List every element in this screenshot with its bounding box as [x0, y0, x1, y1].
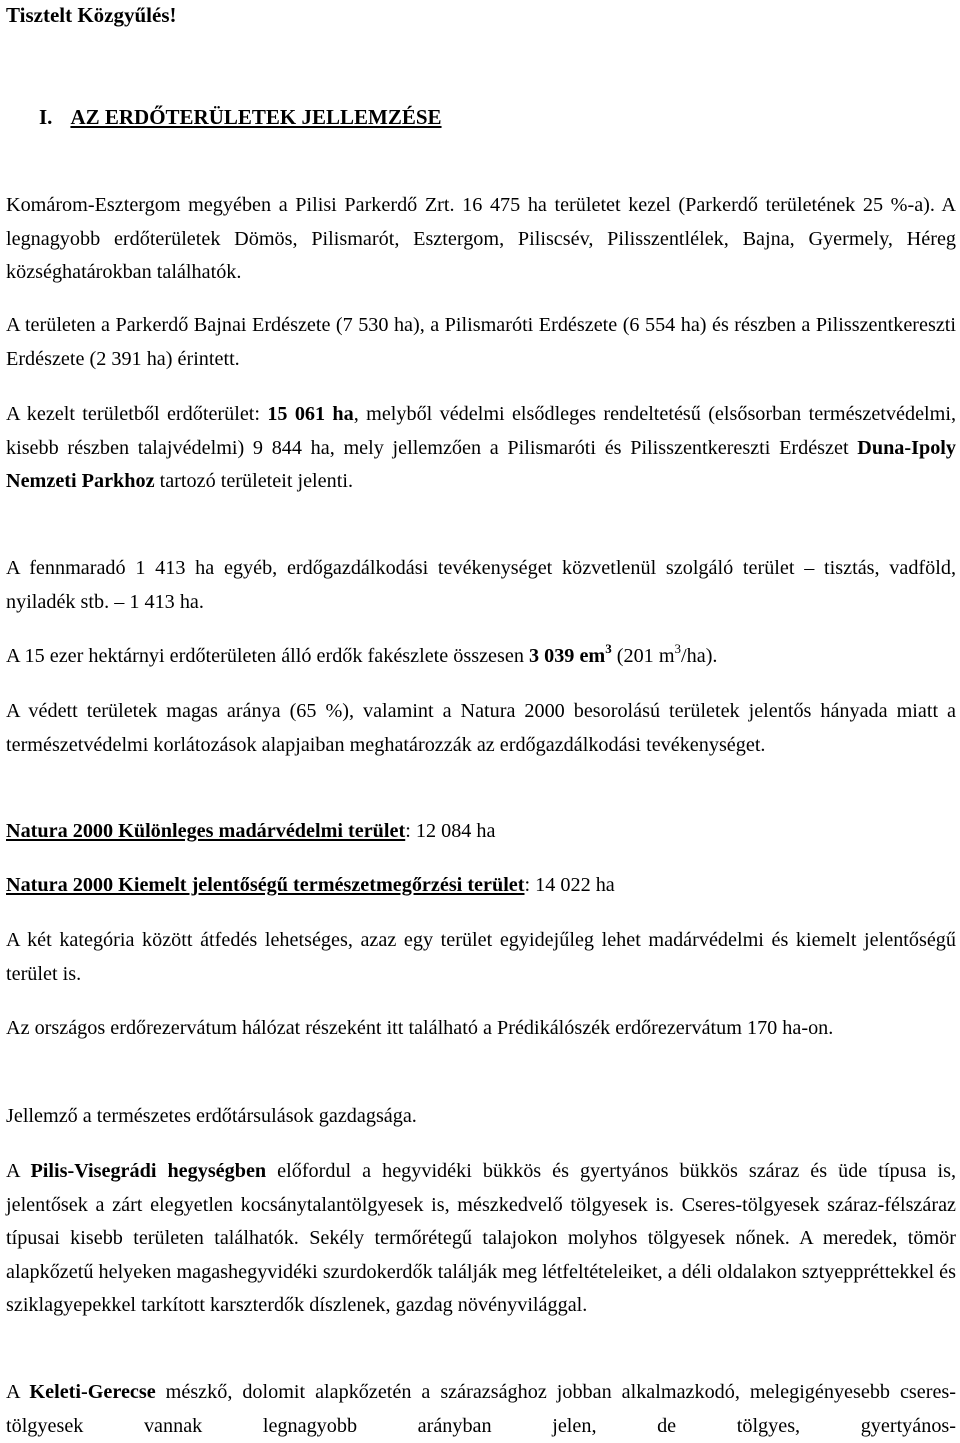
paragraph-wood-stock: A 15 ezer hektárnyi erdőterületen álló erdők fakészlete összesen 3 039 $em^3$ (201 $m^3/ha$).: [6, 641, 718, 667]
paragraph-forestries: A területen a Parkerdő Bajnai Erdészete (7 530 ha), a Pilismaróti Erdészete (6 554 ha) és részben a Pilisszentkereszti Erdészete (2 391 ha) érintett.: [6, 314, 956, 370]
paragraph-keleti-gerecse: A Keleti-Gerecse mészkő, dolomit alapkőzetén a szárazsághoz jobban alkalmazkodó, melegigényesebb cseres-tölgyesek vannak legnagyobb arányban jelen, de tölgyes, gyertyános-: [6, 1381, 956, 1437]
paragraph-reserve: Az országos erdőrezervátum hálózat részeként itt található a Prédikálószék erdőrezervátum 170 ha-on.: [6, 1017, 834, 1039]
pilis-visegrad-name: Pilis-Visegrádi hegységben: [30, 1160, 267, 1182]
paragraph-forest-area: A kezelt területből erdőterület: 15 061 ha, melyből védelmi elsődleges rendeltetésű (elsősorban természetvédelmi, kisebb részben talajvédelmi) 9 844 ha, mely jellemzően a Pilismaróti és Pilisszentkereszti Erdészet Duna-Ipoly Nemzeti Parkhoz tartozó területeit jelenti.: [6, 403, 956, 492]
paragraph-pilis-visegrad: A Pilis-Visegrádi hegységben előfordul a hegyvidéki bükkös és gyertyános bükkös száraz és üde típusa is, jelentősek a zárt elegyetlen kocsánytalantölgyesek is, mészkedvelő tölgyesek is. Cseres-tölgyesek száraz-félszáraz típusai kisebb területen találhatók. Sekély termőrétegű talajokon molyhos tölgyesek nőnek. A meredek, tömör alapkőzetű helyeken magashegyvidéki szurdokerdők találják meg létfeltételeiket, a déli oldalakon sztyeppréttekkel és sziklagyepekkel tarkított karszterdők díszlenek, gazdag növényvilággal.: [6, 1160, 956, 1316]
paragraph-overlap: A két kategória között átfedés lehetséges, azaz egy terület egyidejűleg lehet madárvédelmi és kiemelt jelentőségű terület is.: [6, 929, 956, 985]
paragraph-protected-areas: A védett területek magas aránya (65 %), valamint a Natura 2000 besorolású területek jelentős hányada miatt a természetvédelmi korlátozások alapjaiban meghatározzák az erdőgazdálkodási tevékenységet.: [6, 700, 956, 756]
section-heading: [39, 102, 442, 132]
natura-bird-label: Natura 2000 Különleges madárvédelmi terület: [6, 820, 406, 842]
paragraph-richness: Jellemző a természetes erdőtársulások gazdagsága.: [6, 1105, 417, 1127]
salutation: Tisztelt Közgyűlés!: [6, 3, 177, 27]
keleti-gerecse-name: Keleti-Gerecse: [29, 1381, 156, 1403]
paragraph-remaining-area: A fennmaradó 1 413 ha egyéb, erdőgazdálkodási tevékenységet közvetlenül szolgáló terület – tisztás, vadföld, nyiladék stb. – 1 413 ha.: [6, 557, 956, 613]
natura-conservation: Natura 2000 Kiemelt jelentőségű természetmegőrzési terület: 14 022 ha: [6, 874, 615, 896]
section-number: I.: [39, 105, 53, 129]
natura-conservation-label: Natura 2000 Kiemelt jelentőségű természetmegőrzési terület: [6, 874, 525, 896]
section-title: AZ ERDŐTERÜLETEK JELLEMZÉSE: [70, 105, 442, 129]
wood-stock-value: 3 039 $em^3$: [528, 641, 612, 667]
forest-area-value: 15 061 ha: [267, 403, 354, 425]
paragraph-managed-area: Komárom-Esztergom megyében a Pilisi Parkerdő Zrt. 16 475 ha területet kezel (Parkerdő területének 25 %-a). A legnagyobb erdőterületek Dömös, Pilismarót, Esztergom, Piliscsév, Pilisszentlélek, Bajna, Gyermely, Héreg községhatárokban találhatók.: [6, 194, 956, 283]
national-park-name: Duna-Ipoly Nemzeti Parkhoz: [6, 436, 956, 492]
natura-bird-protection: Natura 2000 Különleges madárvédelmi terület: 12 084 ha: [6, 820, 496, 842]
